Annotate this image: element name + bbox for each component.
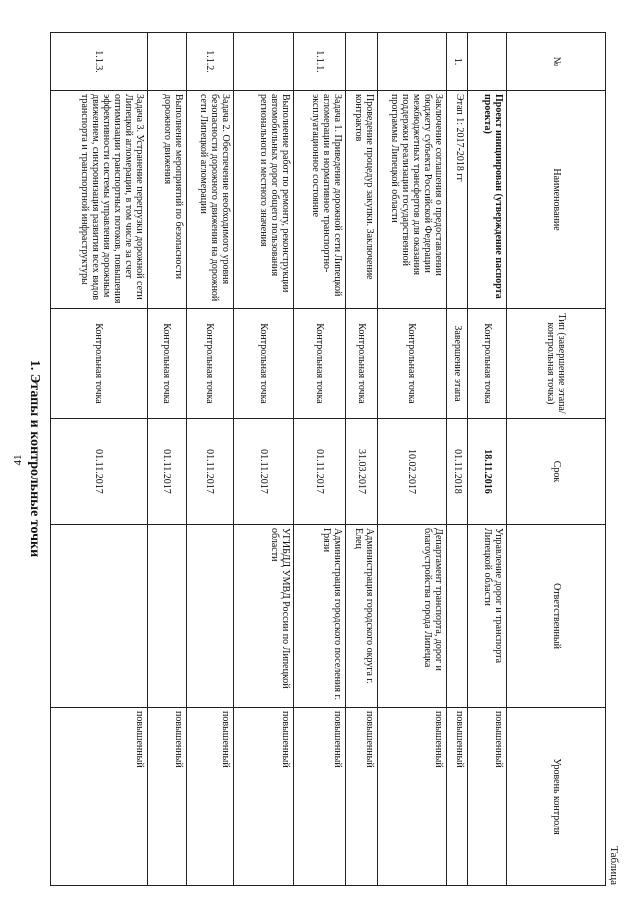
row-responsible — [51, 525, 148, 708]
row-date: 01.11.2018 — [446, 419, 468, 525]
row-type: Контрольная точка — [294, 309, 346, 419]
row-date: 01.11.2017 — [186, 419, 233, 525]
row-num: 1. — [446, 33, 468, 91]
row-name: Выполнение мероприятий по безопасности дорожного движения — [147, 91, 186, 309]
row-responsible: Администрация городского поселения г. Грязи — [294, 525, 346, 708]
section-heading: 1. Этапы и контрольные точки — [27, 359, 42, 558]
row-level: повышенный — [468, 708, 507, 886]
row-date: 10.02.2017 — [378, 419, 447, 525]
row-num: 1.1.2. — [186, 33, 233, 91]
row-type: Контрольная точка — [147, 309, 186, 419]
row-date: 31.03.2017 — [345, 419, 377, 525]
row-type: Контрольная точка — [468, 309, 507, 419]
table-row — [147, 33, 186, 886]
row-name: Проект инициирован (утверждение паспорта проекта) — [468, 91, 507, 309]
row-num — [468, 33, 507, 91]
row-date: 01.11.2017 — [51, 419, 148, 525]
row-responsible — [446, 525, 468, 708]
row-level: повышенный — [446, 708, 468, 886]
row-level: повышенный — [233, 708, 293, 886]
row-type: Контрольная точка — [186, 309, 233, 419]
table-row — [345, 33, 377, 886]
row-level: повышенный — [345, 708, 377, 886]
row-date: 01.11.2017 — [147, 419, 186, 525]
row-name: Выполнение работ по ремонту, реконструкции автомобильных дорог общего пользования регионального и местного значения — [233, 91, 293, 309]
table-row — [294, 33, 346, 886]
row-name: Задача 2. Обеспечение необходимого уровня безопасности дорожного движения на дорожной сети Липецкой агломерации — [186, 91, 233, 309]
table-row — [51, 33, 148, 886]
row-type: Контрольная точка — [345, 309, 377, 419]
row-responsible: Администрация городского округа г. Елец — [345, 525, 377, 708]
row-name: Проведение процедур закупки. Заключение контрактов — [345, 91, 377, 309]
table-header-row — [507, 33, 606, 886]
row-type: Завершение этапа — [446, 309, 468, 419]
table-row — [378, 33, 447, 886]
row-name: Заключение соглашения о предоставлении бюджету субъекта Российской Федерации межбюджетных трансфертов для оказания поддержки реализации государственной программы Липецкой области — [378, 91, 447, 309]
row-name: Этап 1: 2017-2018 гг — [446, 91, 468, 309]
row-date: 01.11.2017 — [294, 419, 346, 525]
col-header-level: Уровень контроля — [507, 708, 606, 886]
row-num — [147, 33, 186, 91]
table-row — [468, 33, 507, 886]
row-num: 1.1.1. — [294, 33, 346, 91]
page-number: 41 — [12, 454, 24, 466]
row-responsible: Департамент транспорта, дорог и благоустройства города Липецка — [378, 525, 447, 708]
rotated-page-content — [20, 32, 620, 885]
row-date: 18.11.2016 — [468, 419, 507, 525]
row-responsible: УГИБДД УМВД России по Липецкой области — [233, 525, 293, 708]
row-num — [378, 33, 447, 91]
row-level: повышенный — [147, 708, 186, 886]
row-type: Контрольная точка — [233, 309, 293, 419]
row-name: Задача 1. Приведение дорожной сети Липецкой агломерации в нормативное транспортно-эксплуатационное состояние — [294, 91, 346, 309]
table-row — [233, 33, 293, 886]
row-date: 01.11.2017 — [233, 419, 293, 525]
table-label: Таблица — [608, 846, 620, 885]
row-num — [233, 33, 293, 91]
row-level: повышенный — [51, 708, 148, 886]
row-responsible — [147, 525, 186, 708]
col-header-name: Наименование — [507, 91, 606, 309]
stages-table — [50, 32, 606, 886]
col-header-date: Срок — [507, 419, 606, 525]
row-type: Контрольная точка — [51, 309, 148, 419]
row-num: 1.1.3. — [51, 33, 148, 91]
row-level: повышенный — [186, 708, 233, 886]
table-row — [446, 33, 468, 886]
row-num — [345, 33, 377, 91]
col-header-num: № — [507, 33, 606, 91]
row-responsible — [186, 525, 233, 708]
table-row — [186, 33, 233, 886]
col-header-responsible: Ответственный — [507, 525, 606, 708]
row-name: Задача 3. Устранение перегрузки дорожной сети Липецкой агломерации, в том числе за счет оптимизации транспортных потоков, повышения эффективности системы управления дорожным движением, синхронизация развития всех видов транспорта и транспортной инфраструктуры — [51, 91, 148, 309]
row-level: повышенный — [378, 708, 447, 886]
row-responsible: Управление дорог и транспорта Липецкой области — [468, 525, 507, 708]
row-level: повышенный — [294, 708, 346, 886]
row-type: Контрольная точка — [378, 309, 447, 419]
col-header-type: Тип (завершение этапа/контрольная точка) — [507, 309, 606, 419]
